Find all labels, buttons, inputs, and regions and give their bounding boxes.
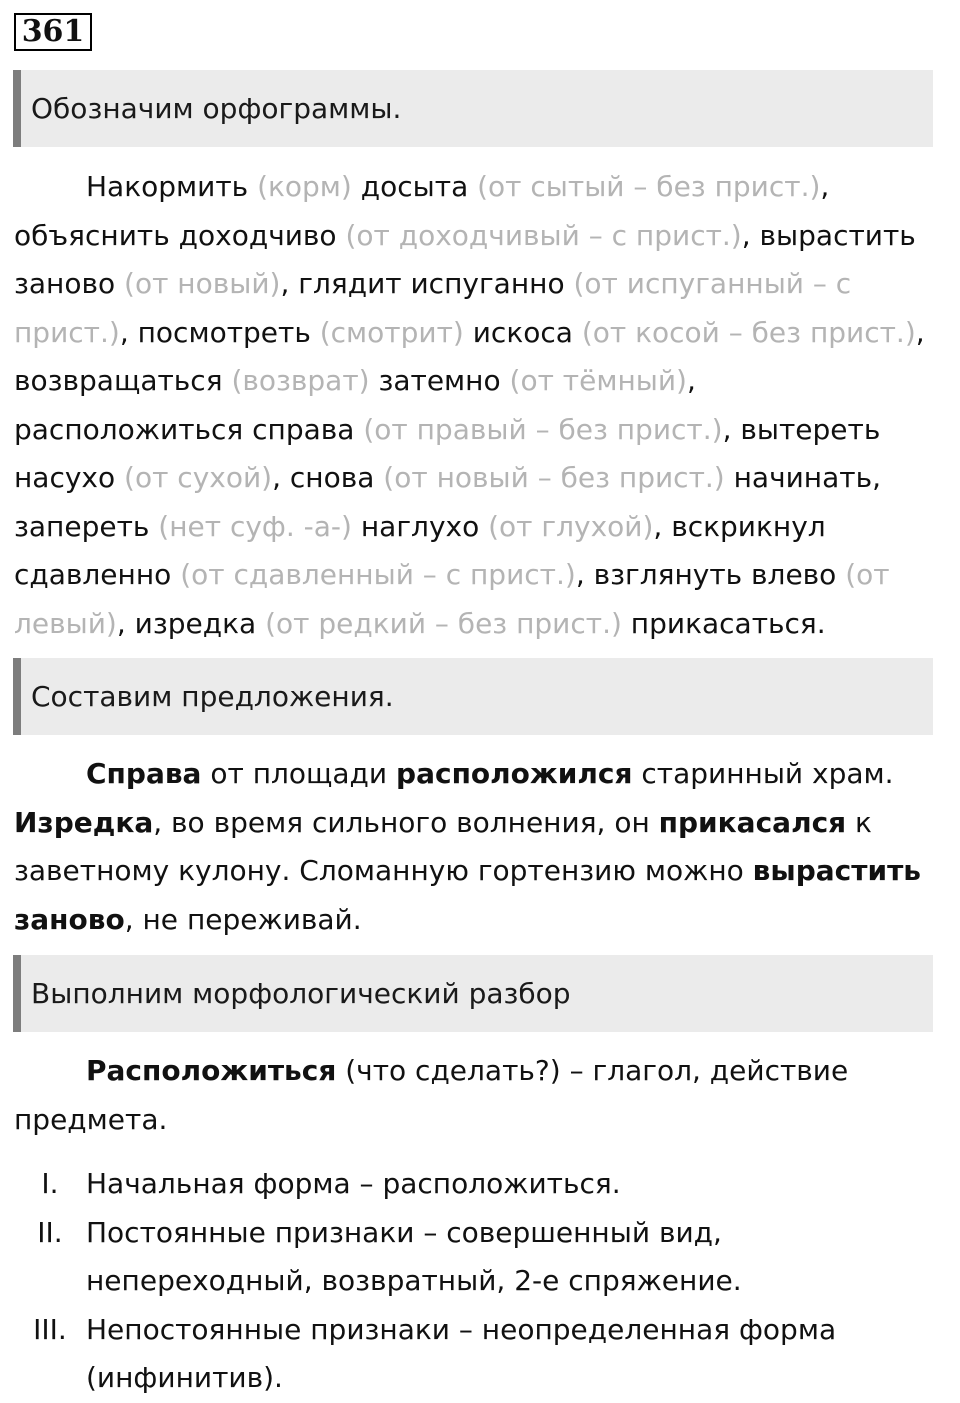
word-text: , взглянуть влево	[575, 558, 846, 591]
orthogram-line	[14, 551, 944, 600]
word-text: наглухо	[351, 509, 489, 543]
morph-intro-text: (что сделать?) – глагол, действие	[336, 1054, 849, 1087]
explanation-text: (корм)	[257, 170, 352, 203]
orthogram-line	[14, 163, 944, 212]
explanation-text: (от испуганный – с	[573, 267, 852, 300]
explanation-text: (от глухой)	[488, 509, 654, 543]
section-header-morphology: Выполним морфологический разбор	[13, 955, 933, 1032]
word-text: , снова	[272, 461, 384, 494]
sentence-text: , не переживай.	[124, 902, 362, 936]
list-number: I.	[41, 1167, 59, 1200]
list-number: III.	[33, 1312, 67, 1346]
word-text: начинать,	[724, 461, 881, 494]
list-text: Постоянные признаки – совершенный вид,	[86, 1215, 722, 1249]
sentences-paragraph	[14, 750, 944, 944]
explanation-text: (от доходчивый – с прист.)	[345, 218, 742, 252]
bold-word: Справа	[86, 757, 202, 790]
list-text: (инфинитив).	[86, 1361, 283, 1394]
orthogram-line	[14, 212, 944, 261]
word-text: , посмотреть	[119, 315, 320, 349]
morph-word: Расположиться	[86, 1054, 337, 1087]
word-text: искоса	[463, 315, 582, 349]
sentence-text: к	[846, 805, 872, 839]
word-text: затемно	[369, 364, 510, 397]
word-text: запереть	[14, 509, 159, 543]
morph-intro-line	[14, 1047, 944, 1096]
word-text: насухо	[14, 461, 125, 494]
morph-list-item	[14, 1306, 944, 1403]
word-text: ,	[820, 170, 830, 203]
word-text: ,	[686, 364, 696, 397]
bold-word: Изредка	[14, 805, 154, 839]
orthogram-line	[14, 260, 944, 309]
explanation-text: левый)	[14, 606, 117, 640]
explanation-text: (от правый – без прист.)	[363, 412, 723, 446]
word-text: объяснить доходчиво	[14, 218, 346, 252]
sentence-text: старинный храм.	[632, 757, 894, 790]
task-number: 361	[14, 13, 92, 51]
word-text: ,	[915, 315, 925, 349]
word-text: , изредка	[116, 606, 266, 640]
orthogram-line	[14, 600, 944, 649]
word-text: Накормить	[86, 170, 258, 203]
explanation-text: (от косой – без прист.)	[581, 315, 916, 349]
orthogram-line	[14, 309, 944, 358]
section-header-orthograms: Обозначим орфограммы.	[13, 70, 933, 147]
explanation-text: (возврат)	[231, 364, 370, 397]
morph-list	[14, 1160, 944, 1403]
list-text: непереходный, возвратный, 2-е спряжение.	[86, 1264, 742, 1297]
explanation-text: (нет суф. -а-)	[158, 509, 352, 543]
explanation-text: (от редкий – без прист.)	[265, 606, 622, 640]
sentence-line	[14, 750, 944, 799]
word-text: , глядит испуганно	[280, 267, 574, 300]
sentence-text: от площади	[201, 757, 397, 790]
bold-word: заново	[14, 902, 125, 936]
explanation-text: (от сдавленный – с прист.)	[180, 558, 576, 591]
word-text: сдавленно	[14, 558, 181, 591]
sentence-line	[14, 896, 944, 945]
list-text: Начальная форма – расположиться.	[86, 1167, 621, 1200]
word-text: , вырастить	[741, 218, 916, 252]
bold-word: вырастить	[752, 854, 922, 887]
morph-list-item	[14, 1209, 944, 1306]
orthogram-line	[14, 406, 944, 455]
list-number: II.	[37, 1215, 63, 1249]
orthogram-line	[14, 454, 944, 503]
explanation-text: (от новый – без прист.)	[383, 461, 725, 494]
explanation-text: прист.)	[14, 315, 120, 349]
explanation-text: (от новый)	[124, 267, 281, 300]
morph-intro-line: предмета.	[14, 1102, 168, 1136]
explanation-text: (от сухой)	[124, 461, 273, 494]
word-text: , вскрикнул	[653, 509, 826, 543]
sentence-text: заветному кулону. Сломанную гортензию можно	[14, 854, 753, 887]
explanation-text: (смотрит)	[319, 315, 464, 349]
section-header-sentences: Составим предложения.	[13, 658, 933, 735]
list-text: Непостоянные признаки – неопределенная форма	[86, 1312, 837, 1346]
sentence-line	[14, 799, 944, 848]
explanation-text: (от	[845, 558, 890, 591]
orthogram-line	[14, 503, 944, 552]
orthogram-paragraph	[14, 163, 944, 648]
bold-word: расположился	[396, 757, 633, 790]
explanation-text: (от сытый – без прист.)	[477, 170, 821, 203]
explanation-text: (от тёмный)	[509, 364, 687, 397]
morph-intro	[14, 1047, 944, 1144]
word-text: возвращаться	[14, 364, 232, 397]
bold-word: прикасался	[658, 805, 847, 839]
sentence-text: , во время сильного волнения, он	[153, 805, 659, 839]
morph-list-item	[14, 1160, 944, 1209]
sentence-line	[14, 847, 944, 896]
word-text: прикасаться.	[621, 606, 826, 640]
word-text: , вытереть	[722, 412, 881, 446]
orthogram-line	[14, 357, 944, 406]
word-text: досыта	[351, 170, 478, 203]
word-text: расположиться справа	[14, 412, 364, 446]
word-text: заново	[14, 267, 125, 300]
